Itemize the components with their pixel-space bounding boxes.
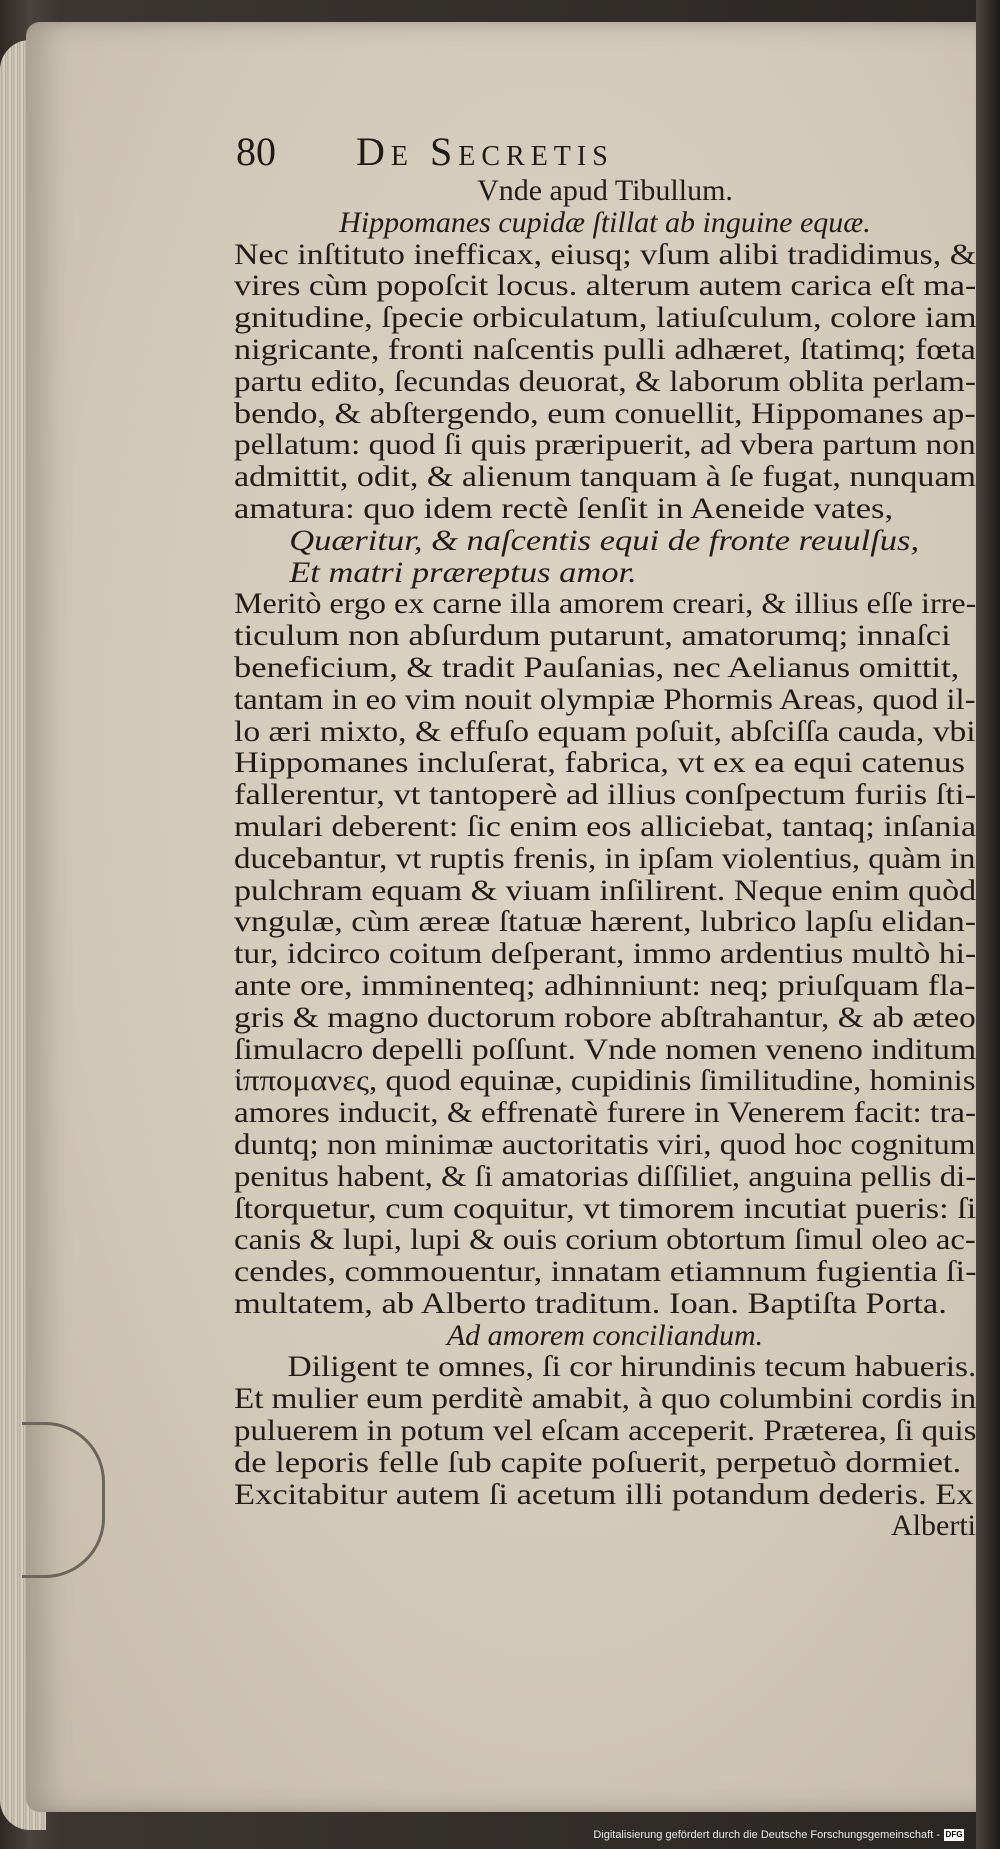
text-line: Vnde apud Tibullum. — [477, 174, 733, 207]
text-line: mulari deberent: ſic enim eos alliciebat, tantaq; inſania — [234, 809, 977, 843]
text-line: tantam in eo vim nouit olympiæ Phormis Areas, quod il- — [234, 682, 976, 716]
text-line: partu edito, ſecundas deuorat, & laborum oblita perlam- — [234, 364, 976, 398]
text-line: nigricante, fronti naſcentis pulli adhæret, ſtatimq; fœta — [234, 332, 976, 366]
text-line: Et mulier eum perditè amabit, à quo columbini cordis in — [234, 1382, 977, 1416]
page-body-text — [234, 175, 976, 1542]
footer-credit-text: Digitalisierung gefördert durch die Deutsche Forschungsgemeinschaft - — [593, 1829, 940, 1841]
text-line: Nec inſtituto inefficax, eiusq; vſum alibi tradidimus, & — [234, 237, 977, 271]
text-line: canis & lupi, lupi & ouis corium obtortum ſimul oleo ac- — [234, 1223, 976, 1257]
text-line: vngulæ, cùm æreæ ſtatuæ hærent, lubrico lapſu elidan- — [234, 905, 977, 939]
text-line: lo æri mixto, & effuſo equam poſuit, abſciſſa cauda, vbi — [234, 714, 976, 748]
text-line: tur, idcirco coitum deſperant, immo ardentius multò hi- — [234, 937, 977, 971]
text-line: Ad amorem conciliandum. — [446, 1318, 764, 1352]
text-line: Excitabitur autem ſi acetum illi potandum dederis. Ex — [234, 1477, 974, 1511]
text-line: beneficium, & tradit Pauſanias, nec Aelianus omittit, — [234, 650, 960, 684]
text-line: multatem, ab Alberto traditum. Ioan. Baptiſta Porta. — [234, 1286, 947, 1320]
text-line: ante ore, imminenteq; adhinniunt: neq; priuſquam fla- — [234, 968, 976, 1002]
text-line: gris & magno ductorum robore abſtrahantur, & ab æteo — [234, 1000, 976, 1034]
text-line: penitus habent, & ſi amatorias diſſiliet, anguina pellis di- — [234, 1159, 977, 1193]
text-line: cendes, commouentur, innatam etiamnum fugientia ſi- — [234, 1255, 977, 1289]
text-line: admittit, odit, & alienum tanquam à ſe fugat, nunquam — [234, 460, 977, 494]
text-line: gnitudine, ſpecie orbiculatum, latiuſculum, colore iam — [234, 301, 977, 335]
text-line: vires cùm popoſcit locus. alterum autem carica eſt ma- — [234, 269, 977, 303]
text-line: ducebantur, vt ruptis frenis, in ipſam violentius, quàm in — [234, 841, 976, 875]
text-line: ἱππομανες, quod equinæ, cupidinis ſimilitudine, hominis — [234, 1064, 976, 1098]
digitization-footer — [593, 1829, 964, 1841]
text-line: ticulum non abſurdum putarunt, amatorumq; innaſci — [234, 619, 951, 653]
text-line: Et matri præreptus amor. — [289, 555, 637, 589]
text-line: bendo, & abſtergendo, eum conuellit, Hippomanes ap- — [234, 396, 976, 430]
text-line: pellatum: quod ſi quis præripuerit, ad vbera partum non — [234, 428, 976, 462]
text-line: Alberti — [891, 1509, 976, 1543]
running-head: De Secretis — [356, 129, 614, 174]
page-number: 80 — [236, 129, 276, 174]
text-line: Quæritur, & naſcentis equi de fronte reuulſus, — [289, 523, 920, 557]
text-line: Hippomanes cupidæ ſtillat ab inguine equæ. — [339, 205, 871, 239]
text-line: duntq; non minimæ auctoritatis viri, quod hoc cognitum — [234, 1127, 976, 1161]
text-line: fallerentur, vt tantoperè ad illius conſpectum furiis ſti- — [234, 778, 977, 812]
text-line: ſtorquetur, cum coquitur, vt timorem incutiat pueris: ſi — [234, 1191, 977, 1225]
ribbon-bookmark — [22, 1422, 105, 1578]
text-line: puluerem in potum vel eſcam acceperit. Præterea, ſi quis — [234, 1414, 977, 1448]
text-line: Meritò ergo ex carne illa amorem creari, & illius eſſe irre- — [234, 587, 977, 621]
text-line: Hippomanes incluſerat, fabrica, vt ex ea equi catenus — [234, 746, 965, 780]
text-line: amores inducit, & effrenatè furere in Venerem facit: tra- — [234, 1096, 977, 1130]
text-line: Diligent te omnes, ſi cor hirundinis tecum habueris. — [287, 1350, 977, 1384]
text-line: de leporis felle ſub capite poſuerit, perpetuò dormiet. — [234, 1445, 962, 1479]
text-line: amatura: quo idem rectè ſenſit in Aeneide vates, — [234, 491, 894, 525]
text-line: ſimulacro depelli poſſunt. Vnde nomen veneno inditum — [234, 1032, 977, 1066]
text-line: pulchram equam & viuam inſilirent. Neque enim quòd — [234, 873, 977, 907]
dfg-logo-icon: DFG — [945, 1830, 963, 1839]
